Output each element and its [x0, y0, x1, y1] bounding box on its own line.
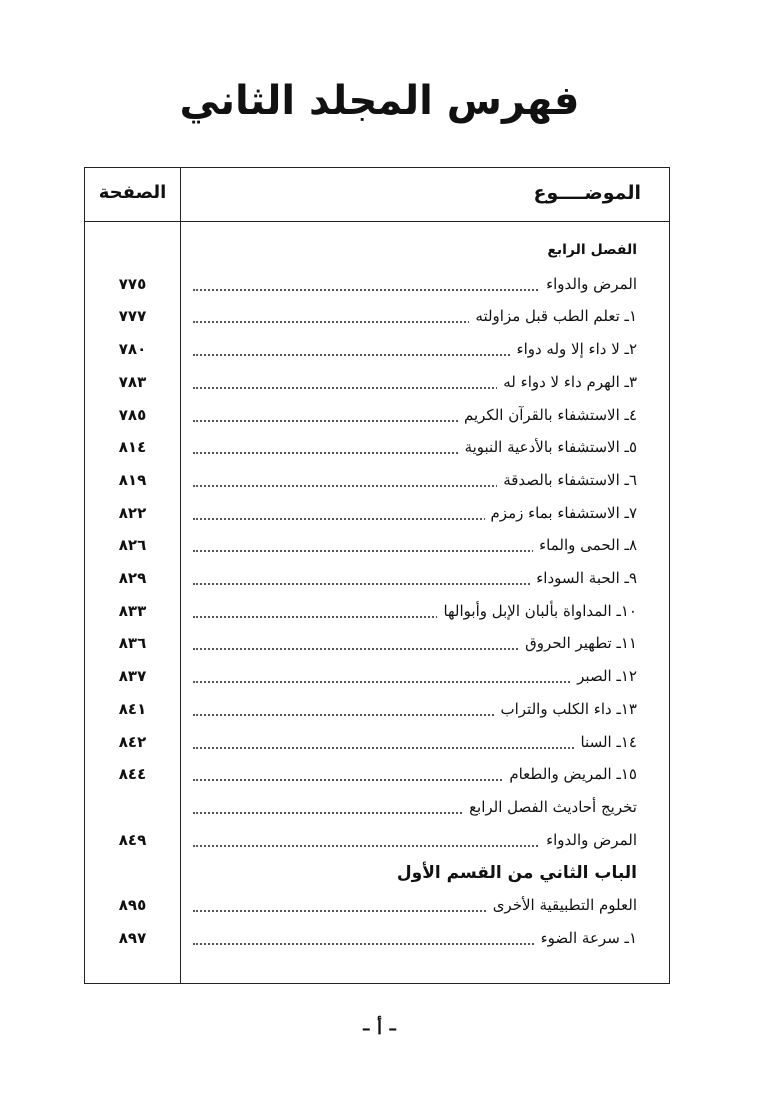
toc-entry-page: ٨٤٢	[118, 732, 147, 751]
toc-entry-title: العلوم التطبيقية الأخرى	[487, 896, 637, 914]
toc-entry-title: ٢ـ لا داء إلا وله دواء	[511, 340, 637, 358]
toc-entry[interactable]	[85, 471, 671, 495]
toc-entry-title: ١٣ـ داء الكلب والتراب	[494, 700, 637, 718]
toc-entry[interactable]	[85, 438, 671, 462]
toc-entry-page: ٨٩٧	[118, 928, 147, 947]
toc-entry-title: ١٠ـ المداواة بألبان الإبل وأبوالها	[437, 602, 637, 620]
toc-entry-title: ١ـ تعلم الطب قبل مزاولته	[469, 307, 637, 325]
toc-section-heading[interactable]	[85, 242, 671, 266]
toc-entry-title: ١٥ـ المريض والطعام	[503, 765, 637, 783]
toc-entry-page: ٧٧٧	[118, 307, 147, 326]
toc-entry-page: ٨٩٥	[118, 896, 147, 914]
page-title: فهرس المجلد الثاني	[179, 78, 580, 124]
toc-entry-page: ٧٨٣	[118, 372, 147, 391]
toc-entry[interactable]	[85, 896, 671, 920]
toc-entry-page: ٨٤٤	[118, 765, 147, 784]
toc-entry[interactable]	[85, 634, 671, 658]
toc-entry-page: ٨٢٩	[118, 569, 147, 587]
toc-entry[interactable]	[85, 798, 671, 822]
toc-entry-title: الباب الثاني من القسم الأول	[391, 863, 637, 883]
toc-entry-title: ١ـ سرعة الضوء	[535, 929, 637, 947]
toc-entry-title: ١١ـ تطهير الحروق	[519, 634, 637, 652]
toc-entry[interactable]	[85, 504, 671, 528]
page-column-header: الصفحة	[98, 182, 167, 203]
toc-entry-title: ٥ـ الاستشفاء بالأدعية النبوية	[459, 438, 637, 456]
toc-entry[interactable]	[85, 700, 671, 724]
toc-entry[interactable]	[85, 340, 671, 364]
toc-entry[interactable]	[85, 831, 671, 855]
toc-entry-title: الفصل الرابع	[541, 242, 637, 258]
toc-entry-page: ٨١٩	[118, 470, 147, 489]
toc-entry-title: ٦ـ الاستشفاء بالصدقة	[497, 471, 637, 489]
toc-entry-title: المرض والدواء	[540, 275, 637, 293]
contents-table	[84, 167, 670, 984]
toc-entry-page: ٧٨٥	[118, 405, 147, 424]
toc-entry-page: ٨٣٦	[118, 634, 147, 653]
toc-entry[interactable]	[85, 602, 671, 626]
toc-entry-title: المرض والدواء	[540, 831, 637, 849]
toc-entry[interactable]	[85, 275, 671, 299]
toc-entry-title: ٤ـ الاستشفاء بالقرآن الكريم	[458, 406, 637, 424]
toc-entry-title: تخريج أحاديث الفصل الرابع	[463, 798, 637, 816]
toc-entry[interactable]	[85, 929, 671, 953]
toc-entry-page: ٨٢٦	[118, 536, 147, 555]
header-divider	[85, 221, 669, 222]
toc-entry[interactable]	[85, 373, 671, 397]
topic-column-header: الموضــــوع	[533, 182, 641, 204]
toc-entry-title: ٣ـ الهرم داء لا دواء له	[497, 373, 637, 391]
toc-entry-page: ٨٤١	[118, 699, 147, 718]
toc-section-heading[interactable]	[85, 863, 671, 887]
toc-entry-page: ٨٣٣	[118, 601, 147, 620]
toc-entry[interactable]	[85, 307, 671, 331]
dot-leader	[193, 747, 637, 749]
toc-entry-page: ٧٨٠	[118, 340, 147, 359]
toc-entry-page: ٨٢٢	[118, 503, 147, 522]
toc-entry-page: ٧٧٥	[118, 274, 147, 293]
page-number-footer: – أ –	[361, 1018, 398, 1039]
toc-entry[interactable]	[85, 667, 671, 691]
toc-entry-title: ١٢ـ الصبر	[571, 667, 637, 685]
toc-entry[interactable]	[85, 569, 671, 593]
toc-entry-page: ٨٤٩	[118, 830, 147, 849]
toc-entry-title: ١٤ـ السنا	[574, 733, 637, 751]
toc-entry[interactable]	[85, 536, 671, 560]
toc-entry-title: ٧ـ الاستشفاء بماء زمزم	[485, 504, 637, 522]
toc-entry-page: ٨٣٧	[118, 667, 147, 686]
toc-entry-title: ٩ـ الحبة السوداء	[530, 569, 637, 587]
toc-entry-page: ٨١٤	[118, 438, 147, 457]
toc-entry[interactable]	[85, 765, 671, 789]
toc-entry[interactable]	[85, 733, 671, 757]
toc-entry-title: ٨ـ الحمى والماء	[533, 536, 637, 554]
toc-entry[interactable]	[85, 406, 671, 430]
